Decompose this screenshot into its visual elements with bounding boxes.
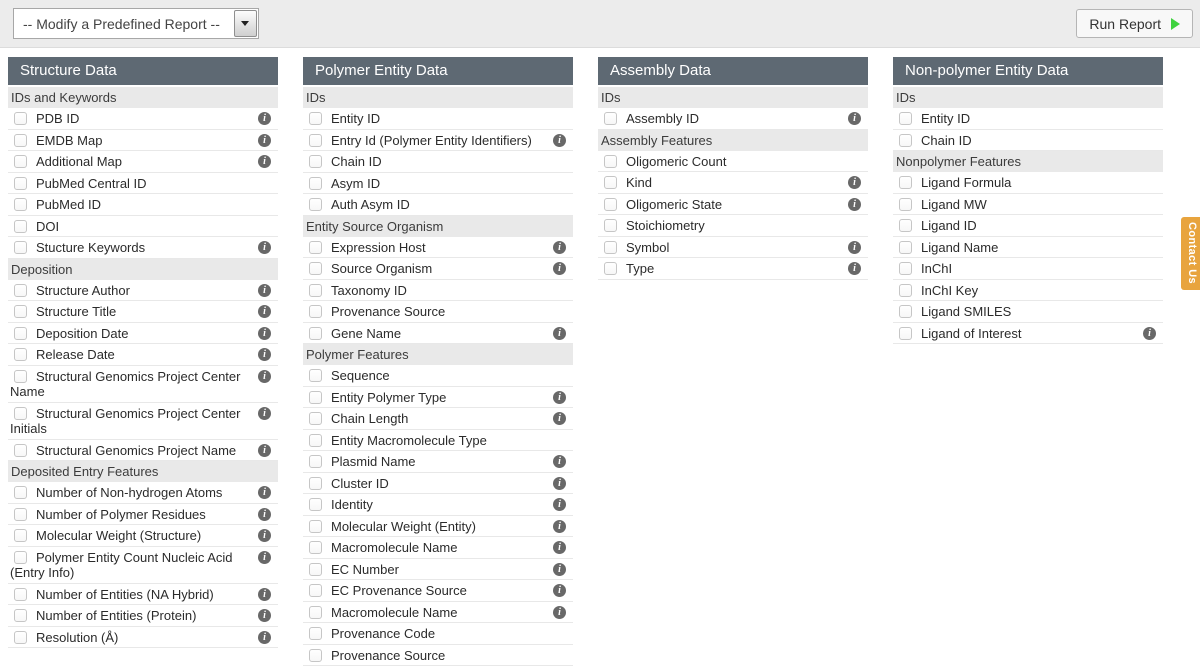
info-icon[interactable]: i <box>258 134 271 147</box>
field-checkbox[interactable] <box>899 176 912 189</box>
info-icon[interactable]: i <box>258 486 271 499</box>
field-label: Entry Id (Polymer Entity Identifiers) <box>331 133 532 148</box>
field-checkbox[interactable] <box>309 541 322 554</box>
info-icon[interactable]: i <box>258 370 271 383</box>
report-field-row <box>8 366 278 403</box>
report-field-row <box>8 584 278 606</box>
field-label: Ligand SMILES <box>921 304 1011 319</box>
report-field-row <box>893 130 1163 152</box>
field-label: Provenance Source <box>331 304 445 319</box>
field-label: Number of Entities (NA Hybrid) <box>36 587 214 602</box>
field-label: Oligomeric Count <box>626 154 726 169</box>
field-label: EC Number <box>331 562 399 577</box>
field-label: PubMed Central ID <box>36 176 147 191</box>
field-label: Number of Polymer Residues <box>36 507 206 522</box>
field-checkbox[interactable] <box>309 155 322 168</box>
report-field-row <box>303 623 573 645</box>
report-field-row <box>8 627 278 649</box>
info-icon[interactable]: i <box>258 305 271 318</box>
field-label: Chain Length <box>331 411 408 426</box>
field-label: PDB ID <box>36 111 79 126</box>
field-label: Gene Name <box>331 326 401 341</box>
field-checkbox[interactable] <box>309 391 322 404</box>
column-title: Structure Data <box>8 57 278 85</box>
field-checkbox[interactable] <box>309 262 322 275</box>
field-label: Ligand MW <box>921 197 987 212</box>
field-checkbox[interactable] <box>309 498 322 511</box>
field-label: Sequence <box>331 368 390 383</box>
report-field-row <box>303 280 573 302</box>
field-checkbox[interactable] <box>14 444 27 457</box>
report-field-row <box>8 525 278 547</box>
report-field-row <box>893 323 1163 345</box>
field-checkbox[interactable] <box>309 455 322 468</box>
toolbar <box>0 0 1200 48</box>
field-checkbox[interactable] <box>604 155 617 168</box>
report-field-row <box>893 280 1163 302</box>
info-icon[interactable]: i <box>258 284 271 297</box>
report-field-row <box>303 301 573 323</box>
report-columns <box>8 57 1200 666</box>
field-checkbox[interactable] <box>309 649 322 662</box>
info-icon[interactable]: i <box>1143 327 1156 340</box>
report-field-row <box>303 602 573 624</box>
info-icon[interactable]: i <box>553 391 566 404</box>
field-label: Stucture Keywords <box>36 240 145 255</box>
field-checkbox[interactable] <box>899 262 912 275</box>
field-label: Asym ID <box>331 176 380 191</box>
report-field-row <box>303 130 573 152</box>
section-header: IDs <box>303 87 573 108</box>
section-header: Polymer Features <box>303 344 573 365</box>
report-field-row <box>8 194 278 216</box>
info-icon[interactable]: i <box>258 444 271 457</box>
field-checkbox[interactable] <box>14 529 27 542</box>
report-field-row <box>303 237 573 259</box>
report-field-row <box>8 216 278 238</box>
field-label: Structure Author <box>36 283 130 298</box>
field-checkbox[interactable] <box>899 198 912 211</box>
section-header: Nonpolymer Features <box>893 151 1163 172</box>
field-label: Polymer Entity Count Nucleic Acid (Entry Info) <box>10 550 233 581</box>
info-icon[interactable]: i <box>553 134 566 147</box>
field-checkbox[interactable] <box>604 198 617 211</box>
field-checkbox[interactable] <box>309 434 322 447</box>
report-field-row <box>8 301 278 323</box>
field-checkbox[interactable] <box>604 241 617 254</box>
predefined-report-select-value: -- Modify a Predefined Report -- <box>14 16 234 32</box>
field-checkbox[interactable] <box>309 477 322 490</box>
field-label: DOI <box>36 219 59 234</box>
field-label: EC Provenance Source <box>331 583 467 598</box>
field-checkbox[interactable] <box>604 262 617 275</box>
report-field-row <box>8 344 278 366</box>
field-label: Entity ID <box>331 111 380 126</box>
report-field-row <box>893 258 1163 280</box>
report-field-row <box>893 215 1163 237</box>
field-checkbox[interactable] <box>309 198 322 211</box>
field-label: Type <box>626 261 654 276</box>
column-body <box>598 87 868 280</box>
report-field-row <box>893 194 1163 216</box>
report-field-row <box>303 108 573 130</box>
info-icon[interactable]: i <box>553 606 566 619</box>
report-field-row <box>893 237 1163 259</box>
field-label: InChI Key <box>921 283 978 298</box>
field-label: Chain ID <box>331 154 382 169</box>
field-checkbox[interactable] <box>604 176 617 189</box>
field-checkbox[interactable] <box>14 241 27 254</box>
info-icon[interactable]: i <box>848 241 861 254</box>
info-icon[interactable]: i <box>553 584 566 597</box>
info-icon[interactable]: i <box>553 563 566 576</box>
field-checkbox[interactable] <box>309 327 322 340</box>
field-label: Ligand of Interest <box>921 326 1021 341</box>
field-checkbox[interactable] <box>14 407 27 420</box>
field-label: Taxonomy ID <box>331 283 407 298</box>
report-field-row <box>303 323 573 345</box>
report-field-row <box>303 559 573 581</box>
field-checkbox[interactable] <box>14 305 27 318</box>
field-checkbox[interactable] <box>309 177 322 190</box>
field-label: Macromolecule Name <box>331 540 457 555</box>
info-icon[interactable]: i <box>258 508 271 521</box>
field-checkbox[interactable] <box>309 563 322 576</box>
report-field-row <box>8 280 278 302</box>
report-field-row <box>893 108 1163 130</box>
field-checkbox[interactable] <box>14 220 27 233</box>
report-field-row <box>303 494 573 516</box>
report-field-row <box>8 403 278 440</box>
report-field-row <box>598 215 868 237</box>
report-field-row <box>303 645 573 666</box>
info-icon[interactable]: i <box>553 241 566 254</box>
field-label: Kind <box>626 175 652 190</box>
report-field-row <box>8 440 278 462</box>
info-icon[interactable]: i <box>258 112 271 125</box>
info-icon[interactable]: i <box>258 529 271 542</box>
field-checkbox[interactable] <box>14 370 27 383</box>
field-checkbox[interactable] <box>14 155 27 168</box>
field-checkbox[interactable] <box>14 508 27 521</box>
section-header: Deposited Entry Features <box>8 461 278 482</box>
field-label: Stoichiometry <box>626 218 705 233</box>
info-icon[interactable]: i <box>258 407 271 420</box>
field-checkbox[interactable] <box>14 609 27 622</box>
field-checkbox[interactable] <box>899 327 912 340</box>
field-checkbox[interactable] <box>604 112 617 125</box>
report-field-row <box>303 473 573 495</box>
field-label: Identity <box>331 497 373 512</box>
report-field-row <box>303 516 573 538</box>
column-body <box>8 87 278 648</box>
info-icon[interactable]: i <box>848 198 861 211</box>
field-checkbox[interactable] <box>309 134 322 147</box>
report-field-row <box>598 151 868 173</box>
column-title: Non-polymer Entity Data <box>893 57 1163 85</box>
info-icon[interactable]: i <box>553 520 566 533</box>
field-label: Structural Genomics Project Center Name <box>10 369 240 400</box>
section-header: Entity Source Organism <box>303 216 573 237</box>
field-checkbox[interactable] <box>309 412 322 425</box>
field-checkbox[interactable] <box>309 627 322 640</box>
section-header: IDs <box>893 87 1163 108</box>
info-icon[interactable]: i <box>553 455 566 468</box>
info-icon[interactable]: i <box>848 176 861 189</box>
report-field-row <box>303 408 573 430</box>
report-field-row <box>8 605 278 627</box>
field-label: Structure Title <box>36 304 116 319</box>
field-checkbox[interactable] <box>14 631 27 644</box>
field-label: Number of Entities (Protein) <box>36 608 196 623</box>
field-label: Entity Macromolecule Type <box>331 433 487 448</box>
field-label: InChI <box>921 261 952 276</box>
report-field-row <box>598 108 868 130</box>
field-checkbox[interactable] <box>899 219 912 232</box>
predefined-report-select[interactable] <box>13 8 259 39</box>
info-icon[interactable]: i <box>848 262 861 275</box>
info-icon[interactable]: i <box>553 412 566 425</box>
section-header: IDs <box>598 87 868 108</box>
field-label: Assembly ID <box>626 111 699 126</box>
info-icon[interactable]: i <box>258 348 271 361</box>
field-checkbox[interactable] <box>14 486 27 499</box>
info-icon[interactable]: i <box>553 262 566 275</box>
report-field-row <box>303 537 573 559</box>
report-column <box>8 57 278 666</box>
report-field-row <box>8 323 278 345</box>
info-icon[interactable]: i <box>553 498 566 511</box>
info-icon[interactable]: i <box>553 327 566 340</box>
field-label: Ligand Name <box>921 240 998 255</box>
field-checkbox[interactable] <box>14 284 27 297</box>
report-field-row <box>8 173 278 195</box>
info-icon[interactable]: i <box>258 631 271 644</box>
field-label: PubMed ID <box>36 197 101 212</box>
column-title: Polymer Entity Data <box>303 57 573 85</box>
field-checkbox[interactable] <box>899 305 912 318</box>
info-icon[interactable]: i <box>258 327 271 340</box>
play-icon <box>1171 18 1180 30</box>
report-field-row <box>303 580 573 602</box>
field-label: Chain ID <box>921 133 972 148</box>
info-icon[interactable]: i <box>258 588 271 601</box>
run-report-label: Run Report <box>1089 16 1161 32</box>
field-label: Expression Host <box>331 240 426 255</box>
field-checkbox[interactable] <box>14 112 27 125</box>
field-label: Entity Polymer Type <box>331 390 446 405</box>
field-checkbox[interactable] <box>899 241 912 254</box>
info-icon[interactable]: i <box>553 477 566 490</box>
field-label: Plasmid Name <box>331 454 416 469</box>
report-field-row <box>8 504 278 526</box>
field-checkbox[interactable] <box>14 348 27 361</box>
field-label: Auth Asym ID <box>331 197 410 212</box>
field-label: Macromolecule Name <box>331 605 457 620</box>
field-label: Number of Non-hydrogen Atoms <box>36 485 222 500</box>
field-checkbox[interactable] <box>309 520 322 533</box>
field-label: Additional Map <box>36 154 122 169</box>
contact-us-tab[interactable]: Contact Us <box>1179 215 1200 292</box>
field-label: Release Date <box>36 347 115 362</box>
report-field-row <box>303 173 573 195</box>
field-label: Deposition Date <box>36 326 129 341</box>
info-icon[interactable]: i <box>258 241 271 254</box>
field-label: Cluster ID <box>331 476 389 491</box>
report-field-row <box>303 430 573 452</box>
field-label: Source Organism <box>331 261 432 276</box>
field-checkbox[interactable] <box>309 369 322 382</box>
run-report-button[interactable] <box>1076 9 1193 38</box>
field-label: Ligand Formula <box>921 175 1011 190</box>
column-title: Assembly Data <box>598 57 868 85</box>
report-field-row <box>8 151 278 173</box>
field-checkbox[interactable] <box>604 219 617 232</box>
info-icon[interactable]: i <box>553 541 566 554</box>
field-checkbox[interactable] <box>309 241 322 254</box>
report-field-row <box>893 301 1163 323</box>
report-field-row <box>303 365 573 387</box>
dropdown-caret-icon[interactable] <box>234 10 257 37</box>
field-checkbox[interactable] <box>309 606 322 619</box>
field-label: Molecular Weight (Structure) <box>36 528 201 543</box>
field-checkbox[interactable] <box>309 112 322 125</box>
field-label: Structural Genomics Project Center Initials <box>10 406 240 437</box>
field-label: Resolution (Å) <box>36 630 118 645</box>
report-field-row <box>303 151 573 173</box>
info-icon[interactable]: i <box>258 155 271 168</box>
field-checkbox[interactable] <box>14 588 27 601</box>
report-column <box>893 57 1163 666</box>
field-checkbox[interactable] <box>309 284 322 297</box>
field-checkbox[interactable] <box>309 584 322 597</box>
report-field-row <box>8 130 278 152</box>
report-field-row <box>8 482 278 504</box>
field-label: Provenance Code <box>331 626 435 641</box>
section-header: Assembly Features <box>598 130 868 151</box>
report-field-row <box>8 547 278 584</box>
report-column <box>598 57 868 666</box>
field-checkbox[interactable] <box>14 551 27 564</box>
report-field-row <box>303 451 573 473</box>
section-header: IDs and Keywords <box>8 87 278 108</box>
info-icon[interactable]: i <box>258 609 271 622</box>
report-field-row <box>598 194 868 216</box>
field-checkbox[interactable] <box>899 112 912 125</box>
field-checkbox[interactable] <box>14 177 27 190</box>
info-icon[interactable]: i <box>848 112 861 125</box>
section-header: Deposition <box>8 259 278 280</box>
report-field-row <box>893 172 1163 194</box>
field-label: Provenance Source <box>331 648 445 663</box>
field-checkbox[interactable] <box>899 134 912 147</box>
field-checkbox[interactable] <box>899 284 912 297</box>
field-label: Oligomeric State <box>626 197 722 212</box>
field-checkbox[interactable] <box>14 327 27 340</box>
field-label: Structural Genomics Project Name <box>36 443 236 458</box>
report-field-row <box>598 172 868 194</box>
report-field-row <box>8 237 278 259</box>
column-body <box>303 87 573 666</box>
report-field-row <box>598 237 868 259</box>
field-label: Symbol <box>626 240 669 255</box>
report-field-row <box>303 258 573 280</box>
report-column <box>303 57 573 666</box>
field-label: Molecular Weight (Entity) <box>331 519 476 534</box>
report-field-row <box>598 258 868 280</box>
info-icon[interactable]: i <box>258 551 271 564</box>
field-checkbox[interactable] <box>14 134 27 147</box>
field-label: Entity ID <box>921 111 970 126</box>
field-checkbox[interactable] <box>309 305 322 318</box>
column-body <box>893 87 1163 344</box>
report-field-row <box>8 108 278 130</box>
report-field-row <box>303 194 573 216</box>
field-label: Ligand ID <box>921 218 977 233</box>
field-label: EMDB Map <box>36 133 102 148</box>
report-field-row <box>303 387 573 409</box>
field-checkbox[interactable] <box>14 198 27 211</box>
